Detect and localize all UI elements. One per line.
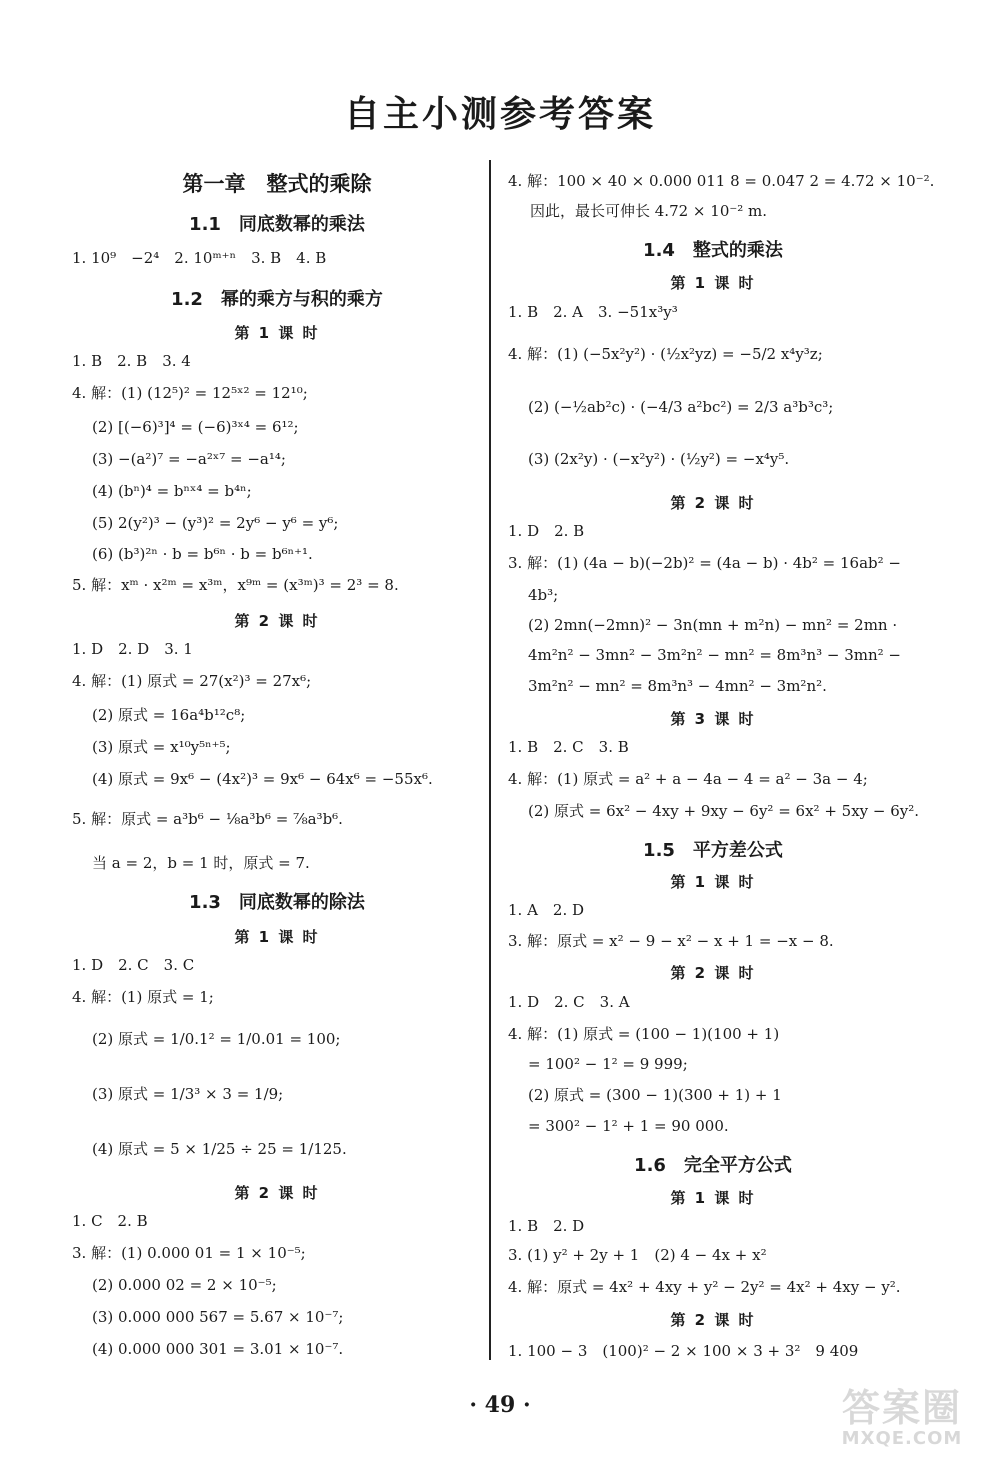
lesson-heading: 第 1 课 时 — [670, 873, 756, 891]
section-heading-1-4: 1.4 整式的乘法 — [643, 240, 783, 261]
page-title: 自主小测参考答案 — [343, 94, 656, 135]
answer-line: 1. A 2. D — [508, 901, 585, 919]
answer-line: (6) (b³)²ⁿ · b = b⁶ⁿ · b = b⁶ⁿ⁺¹. — [92, 545, 313, 563]
section-heading-1-2: 1.2 幂的乘方与积的乘方 — [171, 289, 383, 310]
answer-line: (4) 0.000 000 301 = 3.01 × 10⁻⁷. — [92, 1340, 344, 1358]
lesson-heading: 第 1 课 时 — [670, 1189, 756, 1207]
answer-line: 4. 解：(1) 原式 = 27(x²)³ = 27x⁶; — [72, 672, 312, 690]
section-heading-1-3: 1.3 同底数幂的除法 — [189, 892, 365, 913]
lesson-heading: 第 2 课 时 — [234, 612, 320, 630]
section-heading-1-6: 1.6 完全平方公式 — [634, 1155, 792, 1176]
answer-line: (3) (2x²y) · (−x²y²) · (½y²) = −x⁴y⁵. — [528, 450, 790, 468]
answer-line: 因此，最长可伸长 4.72 × 10⁻² m. — [530, 202, 768, 220]
answer-line: 4. 解：100 × 40 × 0.000 011 8 = 0.047 2 = 4.72 × 10⁻². — [508, 172, 935, 190]
answer-line: (2) 2mn(−2mn)² − 3n(mn + m²n) − mn² = 2mn · — [528, 616, 898, 634]
answer-line: (2) 0.000 02 = 2 × 10⁻⁵; — [92, 1276, 277, 1294]
lesson-heading: 第 1 课 时 — [234, 928, 320, 946]
answer-line: 1. B 2. D — [508, 1217, 585, 1235]
answer-line: (2) 原式 = (300 − 1)(300 + 1) + 1 — [528, 1086, 782, 1104]
lesson-heading: 第 2 课 时 — [670, 494, 756, 512]
answer-line: (3) 原式 = x¹⁰y⁵ⁿ⁺⁵; — [92, 738, 231, 756]
lesson-heading: 第 2 课 时 — [670, 964, 756, 982]
answer-line: 1. D 2. C 3. C — [72, 956, 195, 974]
answer-line: 1. B 2. B 3. 4 — [72, 352, 191, 370]
answer-line: 当 a = 2，b = 1 时，原式 = 7. — [92, 854, 310, 872]
answer-line: 4. 解：(1) 原式 = 1; — [72, 988, 214, 1006]
answer-line: 4. 解：(1) 原式 = a² + a − 4a − 4 = a² − 3a − 4; — [508, 770, 868, 788]
answer-line: 1. D 2. B — [508, 522, 585, 540]
lesson-heading: 第 1 课 时 — [234, 324, 320, 342]
answer-line: 4. 解：(1) (12⁵)² = 12⁵ˣ² = 12¹⁰; — [72, 384, 308, 402]
answer-line: 1. B 2. A 3. −51x³y³ — [508, 303, 678, 321]
answer-line: 4. 解：(1) 原式 = (100 − 1)(100 + 1) — [508, 1025, 780, 1043]
answer-line: 5. 解：原式 = a³b⁶ − ⅛a³b⁶ = ⅞a³b⁶. — [72, 810, 343, 828]
answer-line: 1. B 2. C 3. B — [508, 738, 629, 756]
answer-line: 1. C 2. B — [72, 1212, 148, 1230]
lesson-heading: 第 1 课 时 — [670, 274, 756, 292]
chapter-heading: 第一章 整式的乘除 — [182, 172, 372, 196]
answer-line: 3. (1) y² + 2y + 1 (2) 4 − 4x + x² — [508, 1246, 767, 1264]
answer-line: (5) 2(y²)³ − (y³)² = 2y⁶ − y⁶ = y⁶; — [92, 514, 339, 532]
answer-line: (4) 原式 = 5 × 1/25 ÷ 25 = 1/125. — [92, 1140, 347, 1158]
answer-line: = 100² − 1² = 9 999; — [528, 1055, 688, 1073]
answer-line: 4m²n² − 3mn² − 3m²n² − mn² = 8m³n³ − 3mn² − — [528, 646, 902, 664]
lesson-heading: 第 3 课 时 — [670, 710, 756, 728]
answer-line: 1. D 2. D 3. 1 — [72, 640, 193, 658]
answer-line: (2) 原式 = 1/0.1² = 1/0.01 = 100; — [92, 1030, 341, 1048]
answer-line: 1. 100 − 3 (100)² − 2 × 100 × 3 + 3² 9 409 — [508, 1342, 859, 1360]
answer-line: (2) (−½ab²c) · (−4/3 a²bc²) = 2/3 a³b³c³; — [528, 398, 834, 416]
answer-line: 1. D 2. C 3. A — [508, 993, 630, 1011]
lesson-heading: 第 2 课 时 — [670, 1311, 756, 1329]
answer-line: = 300² − 1² + 1 = 90 000. — [528, 1117, 729, 1135]
watermark-logo — [818, 1388, 986, 1452]
answer-line: 1. 10⁹ −2⁴ 2. 10ᵐ⁺ⁿ 3. B 4. B — [72, 249, 327, 267]
answer-line: (3) 原式 = 1/3³ × 3 = 1/9; — [92, 1085, 284, 1103]
answer-line: (4) 原式 = 9x⁶ − (4x²)³ = 9x⁶ − 64x⁶ = −55x⁶. — [92, 770, 433, 788]
answer-line: 4. 解：原式 = 4x² + 4xy + y² − 2y² = 4x² + 4xy − y². — [508, 1278, 901, 1296]
answer-line: (3) 0.000 000 567 = 5.67 × 10⁻⁷; — [92, 1308, 344, 1326]
answer-line: 3m²n² − mn² = 8m³n³ − 4mn² − 3m²n². — [528, 677, 827, 695]
watermark-url: MXQE.COM — [841, 1428, 963, 1449]
answer-line: 4b³; — [528, 586, 559, 604]
answer-line: (2) 原式 = 16a⁴b¹²c⁸; — [92, 706, 246, 724]
answer-line: 3. 解：(1) 0.000 01 = 1 × 10⁻⁵; — [72, 1244, 306, 1262]
section-heading-1-5: 1.5 平方差公式 — [643, 840, 783, 861]
answer-line: 4. 解：(1) (−5x²y²) · (½x²yz) = −5/2 x⁴y³z; — [508, 345, 823, 363]
column-divider — [489, 160, 491, 1360]
page-number: · 49 · — [469, 1392, 531, 1418]
answer-line: (2) 原式 = 6x² − 4xy + 9xy − 6y² = 6x² + 5xy − 6y². — [528, 802, 920, 820]
answer-line: (3) −(a²)⁷ = −a²ˣ⁷ = −a¹⁴; — [92, 450, 286, 468]
answer-line: 3. 解：原式 = x² − 9 − x² − x + 1 = −x − 8. — [508, 932, 834, 950]
lesson-heading: 第 2 课 时 — [234, 1184, 320, 1202]
answer-line: 3. 解：(1) (4a − b)(−2b)² = (4a − b) · 4b² = 16ab² − — [508, 554, 901, 572]
section-heading-1-1: 1.1 同底数幂的乘法 — [189, 214, 365, 235]
answer-line: (2) [(−6)³]⁴ = (−6)³ˣ⁴ = 6¹²; — [92, 418, 299, 436]
answer-line: (4) (bⁿ)⁴ = bⁿˣ⁴ = b⁴ⁿ; — [92, 482, 252, 500]
answer-line: 5. 解：xᵐ · x²ᵐ = x³ᵐ，x⁹ᵐ = (x³ᵐ)³ = 2³ = 8. — [72, 576, 399, 594]
watermark-text: 答案圈 — [841, 1386, 962, 1430]
